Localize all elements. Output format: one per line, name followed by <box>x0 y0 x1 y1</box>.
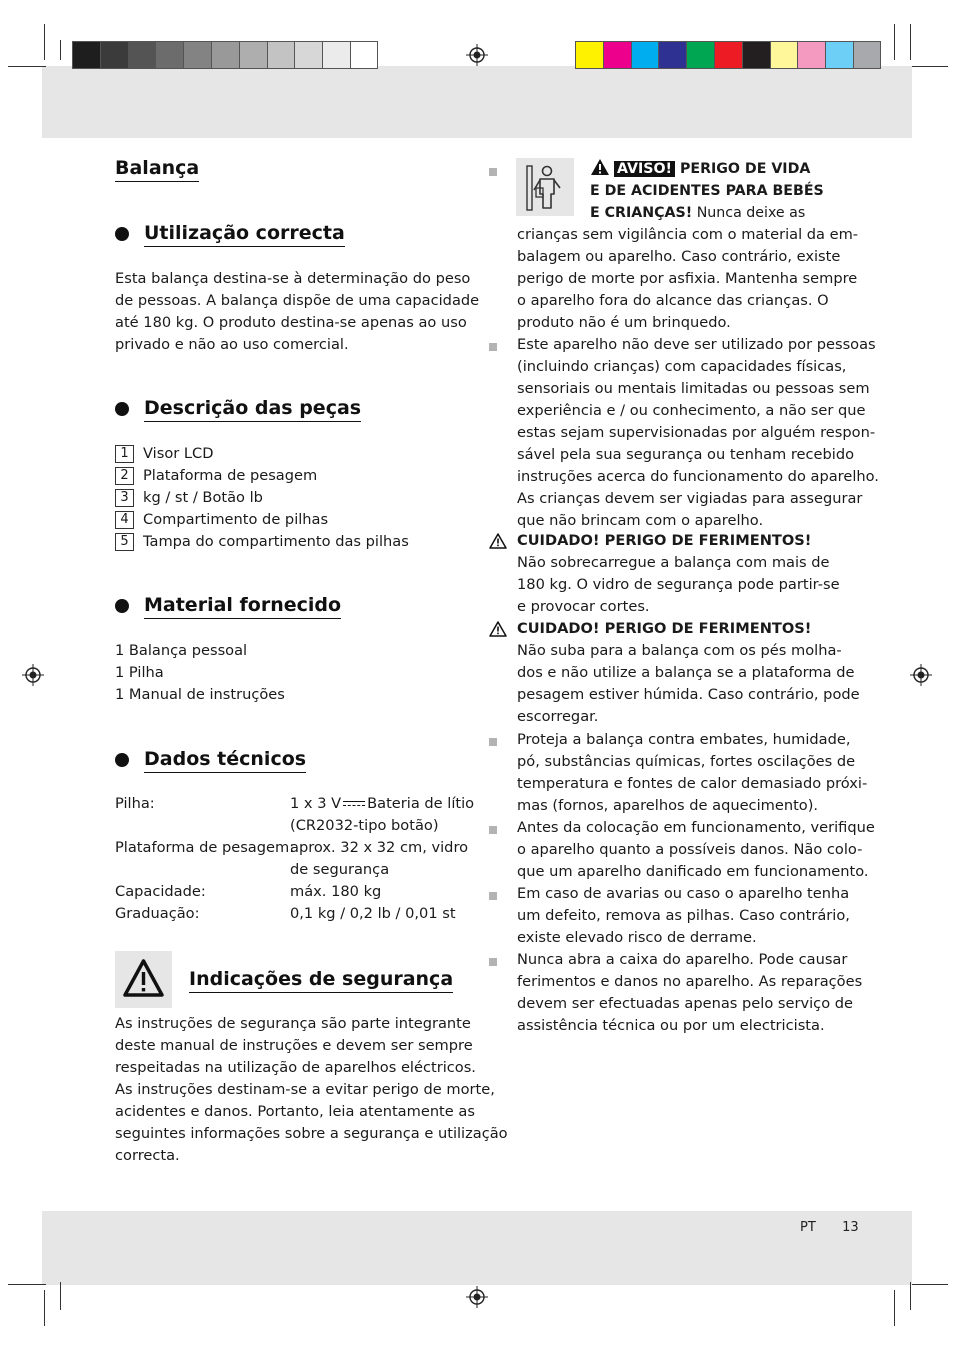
use-paragraph: Esta balança destina-se à determinação do peso de pessoas. A balança dispõe de uma capacidade até 180 kg. O produto destina-se apenas ao uso privado e não ao uso comercial. <box>115 270 480 353</box>
table-row: Plataforma de pesagem: aprox. 32 x 32 cm, vidro <box>115 839 469 856</box>
aviso-heading-block: AVISO! PERIGO DE VIDA E DE ACIDENTES PARA BEBÉS E CRIANÇAS! Nunca deixe as <box>590 158 824 224</box>
caution-paragraph: CUIDADO! PERIGO DE FERIMENTOS! Não sobrecarregue a balança com mais de 180 kg. O vidro de segurança pode partir-se e provocar cortes. <box>517 532 840 615</box>
language-code: PT <box>800 1220 816 1235</box>
registration-mark-icon <box>466 1286 488 1308</box>
list-item: 5 Tampa do compartimento das pilhas <box>115 531 409 553</box>
process-color-bar <box>575 41 881 69</box>
table-row: Pilha: 1 x 3 V Bateria de lítio <box>115 795 475 812</box>
color-swatch <box>155 41 183 69</box>
caution-triangle-icon <box>489 533 507 549</box>
safety-paragraph: As instruções de segurança são parte integrante deste manual de instruções e devem ser sempre respeitadas na utilização de aparelhos eléctricos. As instruções destinam-se a evitar perigo de morte, acidentes e danos. Portanto, leia atentamente as seguintes informações sobre a segurança e utilização correcta. <box>115 1015 508 1164</box>
list-item: 3 kg / st / Botão lb <box>115 487 409 509</box>
crop-mark <box>8 66 46 67</box>
bullet-paragraph: Antes da colocação em funcionamento, verifique o aparelho quanto a possíveis danos. Não colo- que um aparelho danificado em funcionamento. <box>517 819 875 880</box>
table-row: Capacidade: máx. 180 kg <box>115 883 382 900</box>
crop-mark <box>910 1282 911 1310</box>
color-swatch <box>100 41 128 69</box>
direct-current-icon <box>343 799 365 809</box>
child-hazard-icon <box>516 158 574 216</box>
color-swatch <box>267 41 295 69</box>
color-swatch <box>128 41 156 69</box>
heading-descricao: Descrição das peças <box>144 396 361 422</box>
warning-triangle-icon <box>590 158 610 176</box>
page-title: Balança <box>115 156 199 182</box>
color-swatch <box>797 41 825 69</box>
page-footer <box>800 1220 859 1235</box>
crop-mark <box>894 24 895 60</box>
table-row: (CR2032-tipo botão) <box>290 817 439 834</box>
crop-mark <box>44 1290 45 1326</box>
caution-triangle-icon <box>489 621 507 637</box>
heading-dados: Dados técnicos <box>144 747 306 773</box>
list-item: 2 Plataforma de pesagem <box>115 465 409 487</box>
crop-mark <box>60 1282 61 1310</box>
section-bullet <box>115 227 129 241</box>
crop-mark <box>894 1290 895 1326</box>
bullet-square <box>489 826 497 834</box>
bullet-square <box>489 738 497 746</box>
color-swatch <box>72 41 100 69</box>
aviso-label: AVISO! <box>614 161 675 177</box>
child-hazard-icon-box <box>516 158 574 216</box>
list-item: 1 Visor LCD <box>115 443 409 465</box>
crop-mark <box>910 24 911 60</box>
color-swatch <box>211 41 239 69</box>
bullet-paragraph: Este aparelho não deve ser utilizado por pessoas (incluindo crianças) com capacidades físicas, sensoriais ou mentais limitadas ou pessoas sem experiência e / ou conhecimento, a não ser que estas sejam supervisionadas por alguém respon- sável pela sua segurança ou tenham recebido instruções acerca do funcionamento do aparelho. As crianças devem ser vigiadas para assegurar que não brincam com o aparelho. <box>517 336 879 529</box>
section-bullet <box>115 402 129 416</box>
color-swatch <box>294 41 322 69</box>
heading-material: Material fornecido <box>144 593 341 619</box>
bullet-square <box>489 958 497 966</box>
warning-icon-box <box>115 951 172 1008</box>
bullet-paragraph: Nunca abra a caixa do aparelho. Pode causar ferimentos e danos no aparelho. As reparações devem ser efectuadas apenas pelo serviço de assistência técnica ou por um electricista. <box>517 951 863 1034</box>
crop-mark <box>8 1284 46 1285</box>
color-swatch <box>322 41 350 69</box>
color-swatch <box>631 41 659 69</box>
warning-triangle-icon <box>115 951 172 1008</box>
color-swatch <box>575 41 603 69</box>
bullet-square <box>489 892 497 900</box>
color-swatch <box>603 41 631 69</box>
color-swatch <box>770 41 798 69</box>
top-band <box>42 66 912 138</box>
bullet-paragraph: Em caso de avarias ou caso o aparelho tenha um defeito, remova as pilhas. Caso contrário, existe elevado risco de derrame. <box>517 885 850 946</box>
color-swatch <box>658 41 686 69</box>
heading-seguranca: Indicações de segurança <box>189 967 453 993</box>
bullet-square <box>489 168 497 176</box>
section-bullet <box>115 599 129 613</box>
table-row: de segurança <box>290 861 390 878</box>
crop-mark <box>912 1284 948 1285</box>
color-swatch <box>350 41 378 69</box>
color-swatch <box>742 41 770 69</box>
color-swatch <box>686 41 714 69</box>
tech-table <box>115 793 474 925</box>
registration-mark-icon <box>22 664 44 686</box>
grayscale-color-bar <box>72 41 378 69</box>
registration-mark-icon <box>466 44 488 66</box>
heading-utilizacao: Utilização correcta <box>144 221 345 247</box>
caution-paragraph: CUIDADO! PERIGO DE FERIMENTOS! Não suba para a balança com os pés molha- dos e não utilize a balança se a plataforma de pesagem estiver húmida. Caso contrário, pode escorregar. <box>517 620 860 725</box>
table-row: Graduação: 0,1 kg / 0,2 lb / 0,01 st <box>115 905 456 922</box>
crop-mark <box>912 66 948 67</box>
section-bullet <box>115 753 129 767</box>
supplied-list: 1 Balança pessoal 1 Pilha 1 Manual de instruções <box>115 642 285 703</box>
bullet-paragraph: Proteja a balança contra embates, humidade, pó, substâncias químicas, fortes oscilações de temperatura e fontes de calor demasiado próxi- mas (fornos, aparelhos de aquecimento). <box>517 731 868 814</box>
crop-mark <box>60 40 61 60</box>
list-item: 4 Compartimento de pilhas <box>115 509 409 531</box>
color-swatch <box>239 41 267 69</box>
bottom-band <box>42 1211 912 1285</box>
bullet-square <box>489 343 497 351</box>
color-swatch <box>853 41 881 69</box>
parts-list <box>115 443 409 553</box>
registration-mark-icon <box>910 664 932 686</box>
color-swatch <box>714 41 742 69</box>
aviso-paragraph: crianças sem vigilância com o material da em- balagem ou aparelho. Caso contrário, existe perigo de morte por asfixia. Mantenha sempre o aparelho fora do alcance das crianças. O produto não é um brinquedo. <box>517 226 859 331</box>
crop-mark <box>44 24 45 60</box>
color-swatch <box>825 41 853 69</box>
page-number: 13 <box>842 1220 859 1235</box>
color-swatch <box>183 41 211 69</box>
